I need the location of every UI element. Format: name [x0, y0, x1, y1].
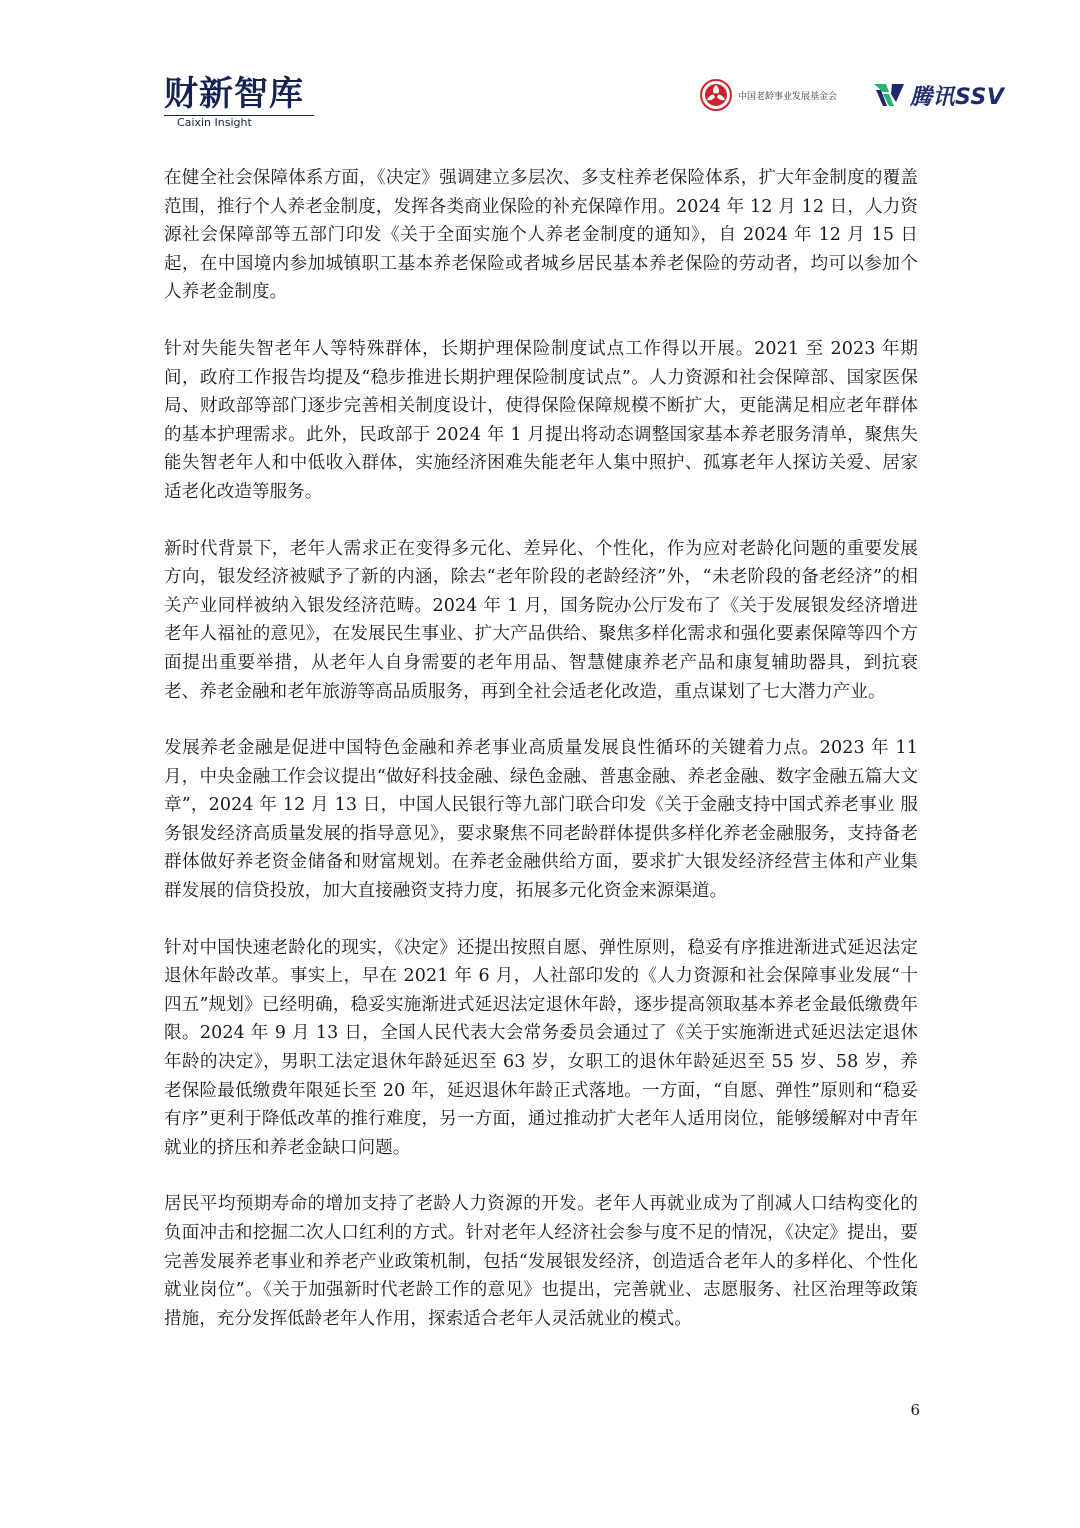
- paragraph-retirement-age: 针对中国快速老龄化的现实，《决定》还提出按照自愿、弹性原则，稳妥有序推进渐进式延迟法定退休年龄改革。事实上，早在 2021 年 6 月，人社部印发的《人力资源和社会保障事业发展“十四五”规划》已经明确，稳妥实施渐进式延迟法定退休年龄，逐步提高领取基本养老金最低缴费年限。2024 年 9 月 13 日，全国人民代表大会常务委员会通过了《关于实施渐进式延迟法定退休年龄的决定》，男职工法定退休年龄延迟至 63 岁，女职工的退休年龄延迟至 55 岁、58 岁，养老保险最低缴费年限延长至 20 年，延迟退休年龄正式落地。一方面，“自愿、弹性”原则和“稳妥有序”更利于降低改革的推行难度，另一方面，通过推动扩大老年人适用岗位，能够缓解对中青年就业的挤压和养老金缺口问题。: [164, 937, 918, 1158]
- foundation-logo: [700, 78, 837, 112]
- tencent-ssv-logo: [872, 78, 1004, 112]
- tencent-ssv-mark-icon: [872, 80, 906, 110]
- paragraph-pension-finance: 发展养老金融是促进中国特色金融和养老事业高质量发展良性循环的关键着力点。2023 年 11 月，中央金融工作会议提出“做好科技金融、绿色金融、普惠金融、养老金融、数字金融五篇大文章”，2024 年 12 月 13 日，中国人民银行等九部门联合印发《关于金融支持中国式养老事业 服务银发经济高质量发展的指导意见》，要求聚焦不同老龄群体提供多样化养老金融服务，支持备老群体做好养老资金储备和财富规划。在养老金融供给方面，要求扩大银发经济经营主体和产业集群发展的信贷投放，加大直接融资支持力度，拓展多元化资金来源渠道。: [164, 738, 918, 902]
- paragraph-long-term-care: 针对失能失智老年人等特殊群体，长期护理保险制度试点工作得以开展。2021 至 2023 年期间，政府工作报告均提及“稳步推进长期护理保险制度试点”。人力资源和社会保障部、国家医保局、财政部等部门逐步完善相关制度设计，使得保险保障规模不断扩大，更能满足相应老年群体的基本护理需求。此外，民政部于 2024 年 1 月提出将动态调整国家基本养老服务清单，聚焦失能失智老年人和中低收入群体，实施经济困难失能老年人集中照护、孤寡老年人探访关爱、居家适老化改造等服务。: [164, 338, 918, 502]
- brand-name-cn: 财新智库: [164, 74, 304, 114]
- brand-name-en: Caixin Insight: [177, 116, 252, 129]
- foundation-name: 中国老龄事业发展基金会: [738, 91, 838, 102]
- page-number: 6: [910, 1401, 920, 1419]
- caixin-insight-logo: [164, 74, 324, 130]
- paragraph-silver-economy: 新时代背景下，老年人需求正在变得多元化、差异化、个性化，作为应对老龄化问题的重要发展方向，银发经济被赋予了新的内涵，除去“老年阶段的老龄经济”外，“未老阶段的备老经济”的相关产业同样被纳入银发经济范畴。2024 年 1 月，国务院办公厅发布了《关于发展银发经济增进老年人福祉的意见》，在发展民生事业、扩大产品供给、聚焦多样化需求和强化要素保障等四个方面提出重要举措，从老年人自身需要的老年用品、智慧健康养老产品和康复辅助器具，到抗衰老、养老金融和老年旅游等高品质服务，再到全社会适老化改造，重点谋划了七大潜力产业。: [164, 538, 918, 702]
- paragraph-elderly-employment: 居民平均预期寿命的增加支持了老龄人力资源的开发。老年人再就业成为了削减人口结构变化的负面冲击和挖掘二次人口红利的方式。针对老年人经济社会参与度不足的情况，《决定》提出，要完善发展养老事业和养老产业政策机制，包括“发展银发经济，创造适合老年人的多样化、个性化就业岗位”。《关于加强新时代老龄工作的意见》也提出，完善就业、志愿服务、社区治理等政策措施，充分发挥低龄老年人作用，探索适合老年人灵活就业的模式。: [164, 1194, 918, 1329]
- page-header: [164, 74, 1005, 134]
- body-content: [164, 164, 918, 1361]
- tencent-ssv-name: 腾讯SSV: [910, 84, 1005, 110]
- paragraph-social-security: 在健全社会保障体系方面，《决定》强调建立多层次、多支柱养老保险体系，扩大年金制度的覆盖范围，推行个人养老金制度，发挥各类商业保险的补充保障作用。2024 年 12 月 12 日，人力资源社会保障部等五部门印发《关于全面实施个人养老金制度的通知》，自 2024 年 12 月 15 日起，在中国境内参加城镇职工基本养老保险或者城乡居民基本养老保险的劳动者，均可以参加个人养老金制度。: [164, 168, 918, 303]
- foundation-emblem-icon: [700, 79, 732, 111]
